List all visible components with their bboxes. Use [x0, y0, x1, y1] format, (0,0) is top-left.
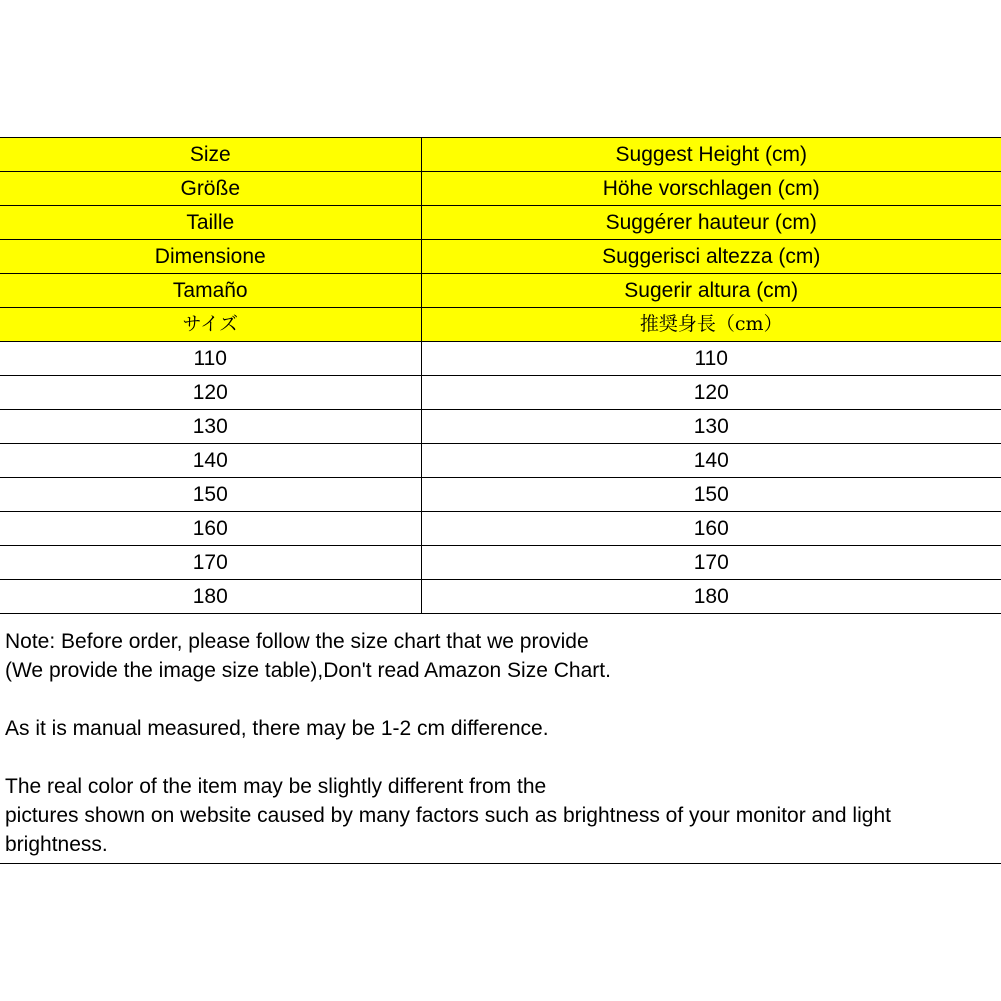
- size-header-cell: Tamaño: [0, 274, 421, 308]
- height-cell: 150: [421, 478, 1001, 512]
- header-row-it: [0, 240, 1001, 274]
- header-row-fr: [0, 206, 1001, 240]
- height-header-cell: Höhe vorschlagen (cm): [421, 172, 1001, 206]
- size-cell: 150: [0, 478, 421, 512]
- size-cell: 170: [0, 546, 421, 580]
- size-header-cell: サイズ: [0, 308, 421, 342]
- height-cell: 160: [421, 512, 1001, 546]
- note-monitor-line: pictures shown on website caused by many factors such as brightness of your monitor and light brightness.: [5, 804, 891, 856]
- table-row: [0, 376, 1001, 410]
- table-row: [0, 410, 1001, 444]
- height-cell: 120: [421, 376, 1001, 410]
- height-cell: 110: [421, 342, 1001, 376]
- size-cell: 110: [0, 342, 421, 376]
- header-row-jp: [0, 308, 1001, 342]
- height-header-cell: Suggérer hauteur (cm): [421, 206, 1001, 240]
- note-spacer: [5, 685, 997, 714]
- size-cell: 160: [0, 512, 421, 546]
- table-row: [0, 580, 1001, 614]
- size-header-cell: Size: [0, 138, 421, 172]
- size-header-cell: Dimensione: [0, 240, 421, 274]
- height-cell: 180: [421, 580, 1001, 614]
- size-cell: 130: [0, 410, 421, 444]
- height-header-cell: 推奨身長（cm）: [421, 308, 1001, 342]
- note-amazon-line: (We provide the image size table),Don't read Amazon Size Chart.: [5, 659, 611, 682]
- note-spacer: [5, 743, 997, 772]
- header-row-es: [0, 274, 1001, 308]
- height-cell: 140: [421, 444, 1001, 478]
- height-header-cell: Suggest Height (cm): [421, 138, 1001, 172]
- header-row-en: [0, 138, 1001, 172]
- height-cell: 170: [421, 546, 1001, 580]
- size-header-cell: Taille: [0, 206, 421, 240]
- size-header-cell: Größe: [0, 172, 421, 206]
- table-row: [0, 512, 1001, 546]
- height-header-cell: Suggerisci altezza (cm): [421, 240, 1001, 274]
- note-measure-line: As it is manual measured, there may be 1-2 cm difference.: [5, 717, 549, 740]
- size-cell: 120: [0, 376, 421, 410]
- size-chart-table: [0, 137, 1001, 614]
- table-row: [0, 444, 1001, 478]
- note-order-line: Note: Before order, please follow the size chart that we provide: [5, 630, 589, 653]
- height-cell: 130: [421, 410, 1001, 444]
- size-cell: 140: [0, 444, 421, 478]
- header-row-de: [0, 172, 1001, 206]
- table-row: [0, 478, 1001, 512]
- table-row: [0, 342, 1001, 376]
- note-box: [0, 623, 1001, 864]
- height-header-cell: Sugerir altura (cm): [421, 274, 1001, 308]
- table-row: [0, 546, 1001, 580]
- size-cell: 180: [0, 580, 421, 614]
- note-color-line: The real color of the item may be slightly different from the: [5, 775, 547, 798]
